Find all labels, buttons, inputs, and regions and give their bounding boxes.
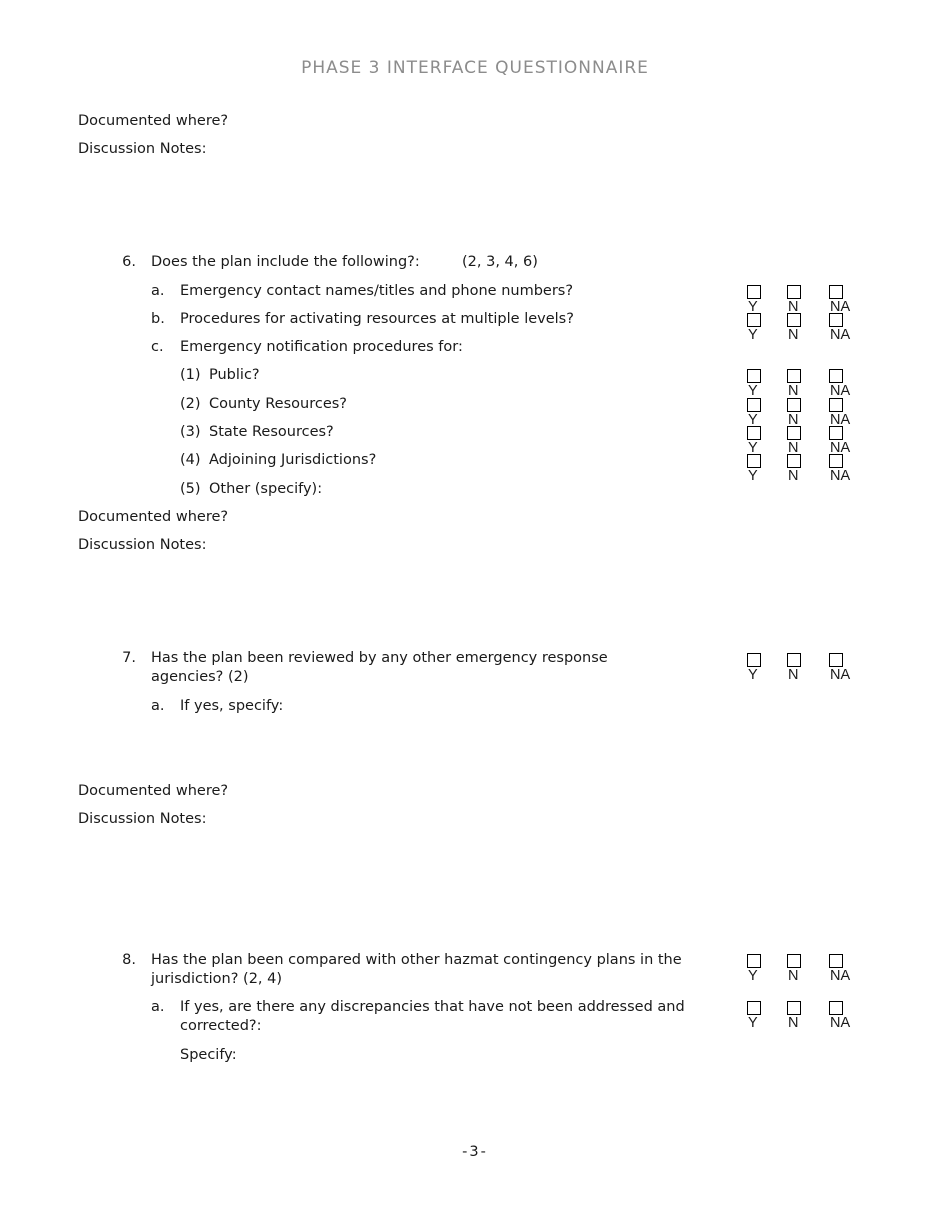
no-checkbox[interactable]: N — [787, 653, 801, 683]
no-checkbox[interactable]: N — [787, 1001, 801, 1031]
discussion-notes-label: Discussion Notes: — [78, 811, 207, 827]
yes-checkbox[interactable]: Y — [747, 313, 761, 343]
question-6-number: 6. — [122, 254, 136, 270]
question-8-text: Has the plan been compared with other hazmat contingency plans in the jurisdiction? (2, 4) — [151, 952, 682, 987]
question-6c2-text: County Resources? — [209, 396, 347, 412]
yes-checkbox[interactable]: Y — [747, 1001, 761, 1031]
no-checkbox[interactable]: N — [787, 426, 801, 456]
question-8-specify-label: Specify: — [180, 1047, 237, 1063]
question-7a-marker: a. — [151, 698, 165, 714]
no-checkbox[interactable]: N — [787, 369, 801, 399]
question-6-text: Does the plan include the following?: — [151, 254, 420, 270]
question-6c-marker: c. — [151, 339, 164, 355]
discussion-notes-label: Discussion Notes: — [78, 141, 207, 157]
na-checkbox[interactable]: NA — [829, 398, 850, 428]
question-6b-marker: b. — [151, 311, 165, 327]
no-checkbox[interactable]: N — [787, 454, 801, 484]
question-8a-text: If yes, are there any discrepancies that have not been addressed and corrected?: — [180, 999, 685, 1034]
question-6c4-marker: (4) — [180, 452, 201, 468]
documented-where-label: Documented where? — [78, 783, 229, 799]
question-8a-marker: a. — [151, 999, 165, 1015]
na-checkbox[interactable]: NA — [829, 653, 850, 683]
question-6c5-text: Other (specify): — [209, 481, 323, 497]
question-6a-text: Emergency contact names/titles and phone numbers? — [180, 283, 574, 299]
yes-checkbox[interactable]: Y — [747, 398, 761, 428]
question-7-text: Has the plan been reviewed by any other emergency response agencies? (2) — [151, 650, 608, 685]
question-7a-text: If yes, specify: — [180, 698, 284, 714]
no-checkbox[interactable]: N — [787, 313, 801, 343]
question-6c3-marker: (3) — [180, 424, 201, 440]
question-6b-text: Procedures for activating resources at multiple levels? — [180, 311, 574, 327]
na-checkbox[interactable]: NA — [829, 954, 850, 984]
yes-checkbox[interactable]: Y — [747, 426, 761, 456]
yes-checkbox[interactable]: Y — [747, 285, 761, 315]
question-6c1-text: Public? — [209, 367, 260, 383]
question-6a-marker: a. — [151, 283, 165, 299]
discussion-notes-label: Discussion Notes: — [78, 537, 207, 553]
na-checkbox[interactable]: NA — [829, 454, 850, 484]
no-checkbox[interactable]: N — [787, 398, 801, 428]
question-6c1-marker: (1) — [180, 367, 201, 383]
question-8-number: 8. — [122, 952, 136, 968]
question-6-refs: (2, 3, 4, 6) — [462, 254, 538, 270]
page-number: -3- — [462, 1144, 488, 1160]
no-checkbox[interactable]: N — [787, 285, 801, 315]
no-checkbox[interactable]: N — [787, 954, 801, 984]
documented-where-label: Documented where? — [78, 509, 229, 525]
page-header-title: PHASE 3 INTERFACE QUESTIONNAIRE — [301, 58, 649, 78]
yes-checkbox[interactable]: Y — [747, 369, 761, 399]
yes-checkbox[interactable]: Y — [747, 954, 761, 984]
question-6c5-marker: (5) — [180, 481, 201, 497]
question-6c2-marker: (2) — [180, 396, 201, 412]
documented-where-label: Documented where? — [78, 113, 229, 129]
na-checkbox[interactable]: NA — [829, 1001, 850, 1031]
question-6c-text: Emergency notification procedures for: — [180, 339, 463, 355]
question-6c4-text: Adjoining Jurisdictions? — [209, 452, 377, 468]
yes-checkbox[interactable]: Y — [747, 454, 761, 484]
question-6c3-text: State Resources? — [209, 424, 334, 440]
na-checkbox[interactable]: NA — [829, 313, 850, 343]
yes-checkbox[interactable]: Y — [747, 653, 761, 683]
na-checkbox[interactable]: NA — [829, 426, 850, 456]
na-checkbox[interactable]: NA — [829, 369, 850, 399]
na-checkbox[interactable]: NA — [829, 285, 850, 315]
question-7-number: 7. — [122, 650, 136, 666]
